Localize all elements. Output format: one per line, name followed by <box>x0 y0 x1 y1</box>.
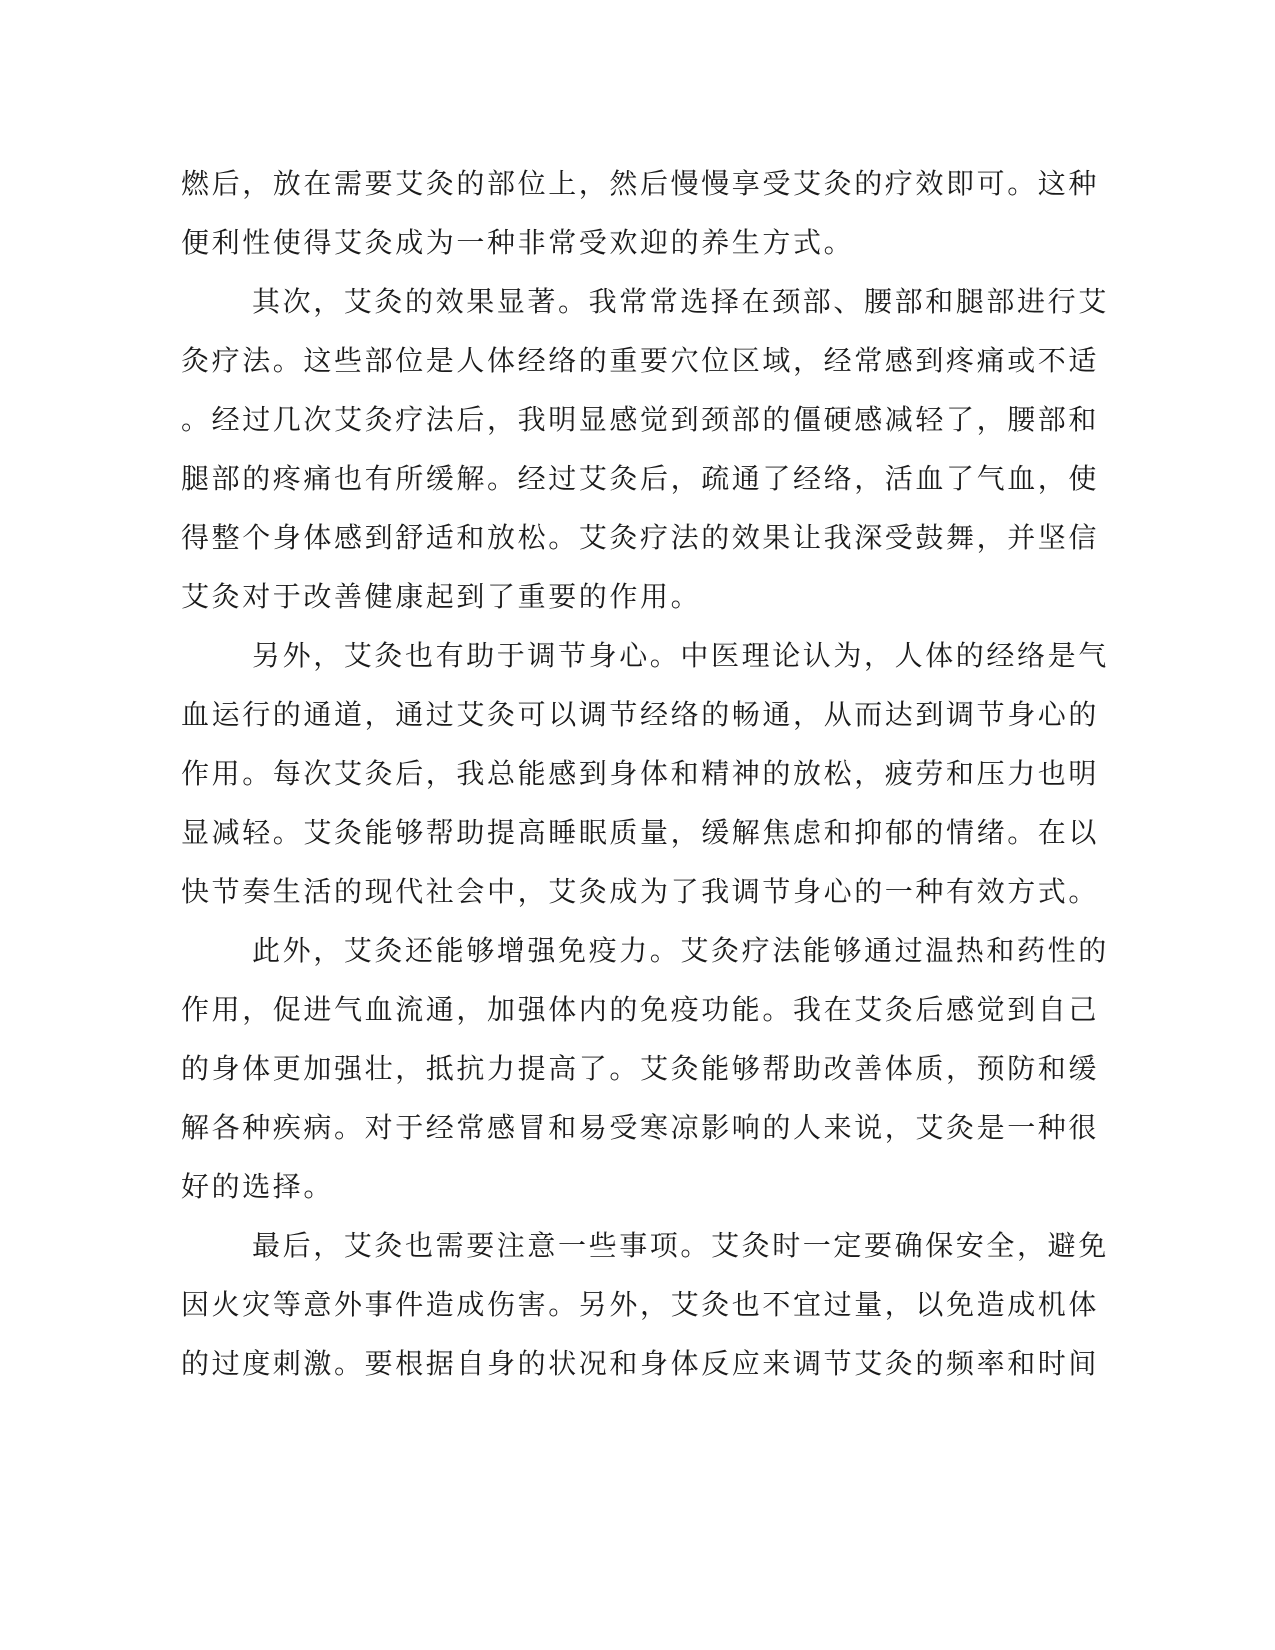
text-line: 快节奏生活的现代社会中，艾灸成为了我调节身心的一种有效方式。 <box>181 875 1100 908</box>
paragraph-5 <box>181 1216 1109 1393</box>
text-line: 腿部的疼痛也有所缓解。经过艾灸后，疏通了经络，活血了气血，使 <box>181 462 1100 495</box>
paragraph-4 <box>181 921 1109 1216</box>
text-line: 另外，艾灸也有助于调节身心。中医理论认为，人体的经络是气 <box>252 639 1109 672</box>
paragraph-2 <box>181 272 1109 626</box>
text-line: 显减轻。艾灸能够帮助提高睡眠质量，缓解焦虑和抑郁的情绪。在以 <box>181 816 1100 849</box>
body-text <box>181 154 1109 1393</box>
text-line: 血运行的通道，通过艾灸可以调节经络的畅通，从而达到调节身心的 <box>181 698 1100 731</box>
text-line: 燃后，放在需要艾灸的部位上，然后慢慢享受艾灸的疗效即可。这种 <box>181 167 1100 200</box>
text-line: 。经过几次艾灸疗法后，我明显感觉到颈部的僵硬感减轻了，腰部和 <box>181 403 1100 436</box>
text-line: 解各种疾病。对于经常感冒和易受寒凉影响的人来说，艾灸是一种很 <box>181 1111 1100 1144</box>
text-line: 作用。每次艾灸后，我总能感到身体和精神的放松，疲劳和压力也明 <box>181 757 1100 790</box>
text-line: 灸疗法。这些部位是人体经络的重要穴位区域，经常感到疼痛或不适 <box>181 344 1100 377</box>
text-line: 最后，艾灸也需要注意一些事项。艾灸时一定要确保安全，避免 <box>252 1229 1109 1262</box>
text-line: 的过度刺激。要根据自身的状况和身体反应来调节艾灸的频率和时间 <box>181 1347 1100 1380</box>
paragraph-1 <box>181 154 1100 272</box>
text-line: 的身体更加强壮，抵抗力提高了。艾灸能够帮助改善体质，预防和缓 <box>181 1052 1100 1085</box>
text-line: 此外，艾灸还能够增强免疫力。艾灸疗法能够通过温热和药性的 <box>252 934 1109 967</box>
text-line: 艾灸对于改善健康起到了重要的作用。 <box>181 580 702 613</box>
text-line: 作用，促进气血流通，加强体内的免疫功能。我在艾灸后感觉到自己 <box>181 993 1100 1026</box>
paragraph-3 <box>181 626 1109 921</box>
text-line: 便利性使得艾灸成为一种非常受欢迎的养生方式。 <box>181 226 855 259</box>
text-line: 得整个身体感到舒适和放松。艾灸疗法的效果让我深受鼓舞，并坚信 <box>181 521 1100 554</box>
text-line: 其次，艾灸的效果显著。我常常选择在颈部、腰部和腿部进行艾 <box>252 285 1109 318</box>
text-line: 因火灾等意外事件造成伤害。另外，艾灸也不宜过量，以免造成机体 <box>181 1288 1100 1321</box>
text-line: 好的选择。 <box>181 1170 335 1203</box>
